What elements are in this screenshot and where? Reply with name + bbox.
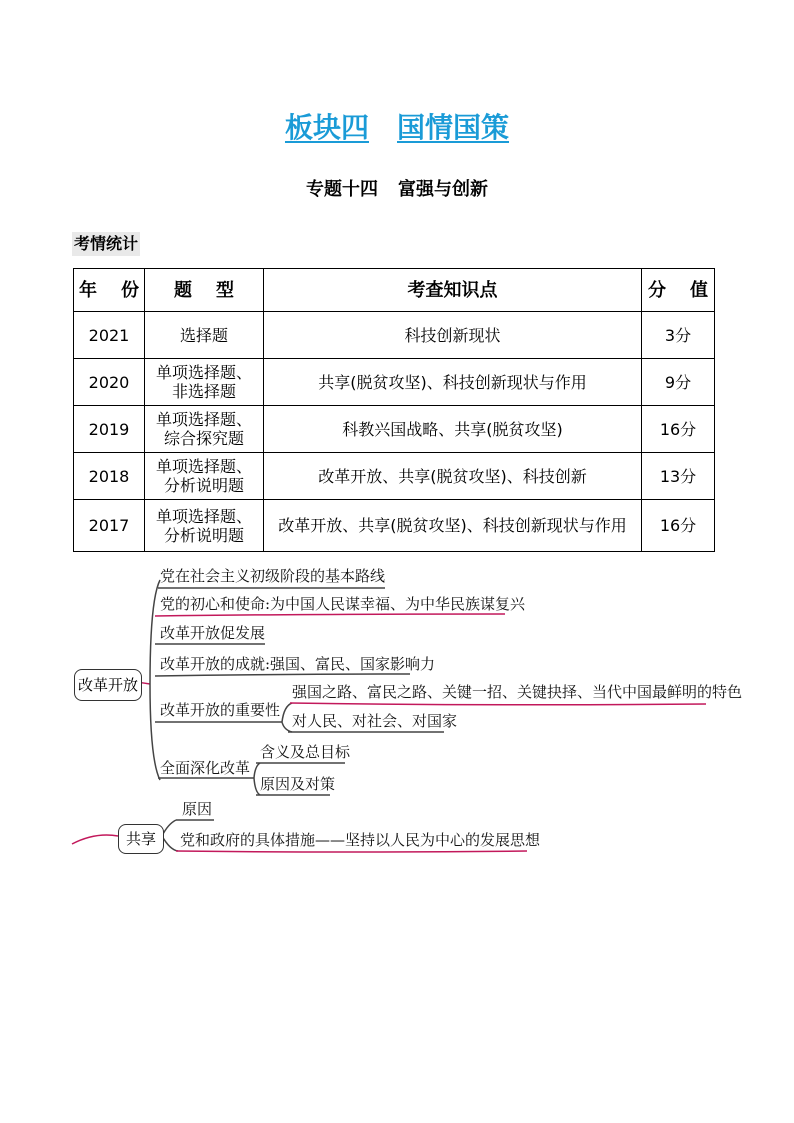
section-title-part1: 板块四 bbox=[284, 111, 369, 144]
header-knowledge: 考查知识点 bbox=[264, 269, 642, 312]
cell-score: 9分 bbox=[642, 359, 715, 406]
cell-score: 13分 bbox=[642, 453, 715, 500]
reform-importance-scope: 对人民、对社会、对国家 bbox=[292, 712, 458, 730]
cell-score: 16分 bbox=[642, 500, 715, 552]
topic-number: 专题十四 bbox=[306, 179, 378, 200]
reform-trunk-down bbox=[150, 684, 160, 780]
cell-knowledge: 改革开放、共享(脱贫攻坚)、科技创新现状与作用 bbox=[264, 500, 642, 552]
reform-branch-importance: 改革开放的重要性 bbox=[160, 701, 281, 719]
header-type: 题 型 bbox=[145, 269, 264, 312]
cell-type: 单项选择题、 分析说明题 bbox=[145, 500, 264, 552]
reform-deepening-reasons: 原因及对策 bbox=[260, 775, 336, 793]
reform-b2-line bbox=[155, 614, 505, 616]
exam-stats-label: 考情统计 bbox=[72, 232, 140, 256]
cell-knowledge: 共享(脱贫攻坚)、科技创新现状与作用 bbox=[264, 359, 642, 406]
reform-root-node: 改革开放 bbox=[74, 669, 142, 701]
cell-type: 单项选择题、 综合探究题 bbox=[145, 406, 264, 453]
reform-branch-achievements: 改革开放的成就:强国、富民、国家影响力 bbox=[160, 655, 436, 673]
topic-name: 富强与创新 bbox=[398, 179, 488, 200]
cell-score: 3分 bbox=[642, 312, 715, 359]
reform-branch-basic-line: 党在社会主义初级阶段的基本路线 bbox=[160, 567, 386, 585]
share-branch-measures: 党和政府的具体措施——坚持以人民为中心的发展思想 bbox=[180, 831, 541, 849]
cell-year: 2017 bbox=[74, 500, 145, 552]
cell-year: 2018 bbox=[74, 453, 145, 500]
reform-branch-deepening: 全面深化改革 bbox=[160, 759, 251, 777]
cell-knowledge: 改革开放、共享(脱贫攻坚)、科技创新 bbox=[264, 453, 642, 500]
cell-type: 单项选择题、 分析说明题 bbox=[145, 453, 264, 500]
share-b2-line bbox=[176, 851, 527, 852]
cell-score: 16分 bbox=[642, 406, 715, 453]
cell-year: 2021 bbox=[74, 312, 145, 359]
cell-knowledge: 科技创新现状 bbox=[264, 312, 642, 359]
reform-b5-fork bbox=[282, 703, 292, 732]
reform-trunk bbox=[150, 580, 160, 684]
reform-branch-development: 改革开放促发展 bbox=[160, 624, 266, 642]
reform-branch-mission: 党的初心和使命:为中国人民谋幸福、为中华民族谋复兴 bbox=[160, 595, 526, 613]
share-root-node: 共享 bbox=[118, 824, 164, 854]
share-root-stem bbox=[72, 835, 118, 844]
share-fork bbox=[162, 820, 178, 851]
reform-deepening-goal: 含义及总目标 bbox=[260, 743, 351, 761]
reform-importance-path: 强国之路、富民之路、关键一招、关键抉择、当代中国最鲜明的特色 bbox=[292, 683, 743, 701]
cell-year: 2020 bbox=[74, 359, 145, 406]
cell-year: 2019 bbox=[74, 406, 145, 453]
reform-b4-line bbox=[155, 674, 410, 676]
share-branch-reason: 原因 bbox=[182, 800, 213, 818]
cell-type: 单项选择题、 非选择题 bbox=[145, 359, 264, 406]
reform-b5-1-line bbox=[290, 703, 706, 705]
header-year: 年 份 bbox=[74, 269, 145, 312]
cell-knowledge: 科教兴国战略、共享(脱贫攻坚) bbox=[264, 406, 642, 453]
section-title-part2: 国情国策 bbox=[397, 111, 510, 144]
header-score: 分 值 bbox=[642, 269, 715, 312]
cell-type: 选择题 bbox=[145, 312, 264, 359]
